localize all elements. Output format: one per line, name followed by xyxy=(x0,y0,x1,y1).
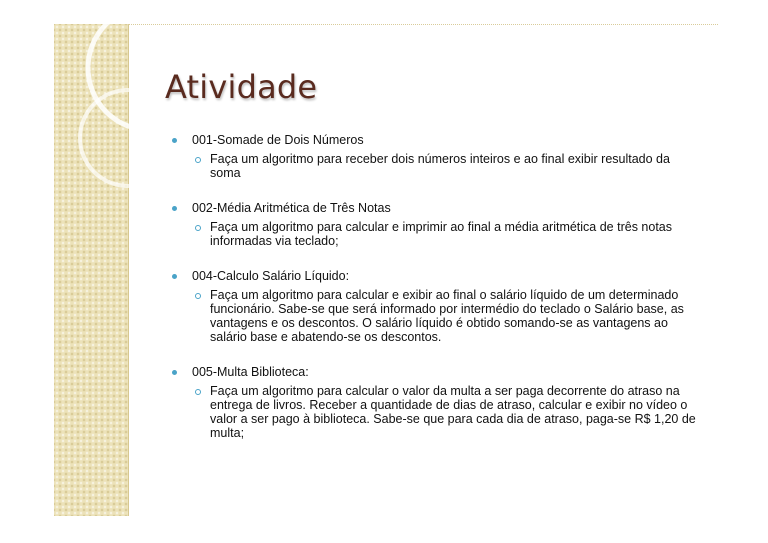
list-item-heading xyxy=(170,269,700,283)
list-item-detail xyxy=(170,152,700,180)
decorative-sidebar xyxy=(54,24,129,516)
detail-text: Faça um algoritmo para calcular e exibir ao final o salário líquido de um determinado funcionário. Sabe-se que será informado por intermédio do teclado o Salário base, as vantagens e os descontos. O salário líquido é obtido somando-se as vantagens ao salário base e abatendo-se os descontos. xyxy=(210,288,684,344)
heading-text: 005-Multa Biblioteca: xyxy=(192,365,309,379)
bullet-icon xyxy=(172,370,177,375)
list-item-detail xyxy=(170,220,700,248)
list-item-detail xyxy=(170,384,700,440)
heading-text: 004-Calculo Salário Líquido: xyxy=(192,269,350,283)
heading-text: 002-Média Aritmética de Três Notas xyxy=(192,201,391,215)
list-item-heading xyxy=(170,201,700,215)
detail-text: Faça um algoritmo para calcular e imprimir ao final a média aritmética de três notas informadas via teclado; xyxy=(210,220,672,248)
list-item xyxy=(170,269,700,344)
top-divider xyxy=(128,24,718,25)
bullet-icon xyxy=(172,138,177,143)
bullet-icon xyxy=(172,274,177,279)
sub-bullet-icon xyxy=(195,225,201,231)
list-item xyxy=(170,133,700,180)
list-item-heading xyxy=(170,133,700,147)
detail-text: Faça um algoritmo para receber dois números inteiros e ao final exibir resultado da soma xyxy=(210,152,670,180)
sub-bullet-icon xyxy=(195,389,201,395)
heading-text: 001-Somade de Dois Números xyxy=(192,133,364,147)
sub-bullet-icon xyxy=(195,293,201,299)
list-item xyxy=(170,201,700,248)
sub-bullet-icon xyxy=(195,157,201,163)
slide-title: Atividade xyxy=(165,68,318,106)
detail-text: Faça um algoritmo para calcular o valor da multa a ser paga decorrente do atraso na entrega de livros. Receber a quantidade de dias de atraso, calcular e exibir no vídeo o valor a ser pago à biblioteca. Sabe-se que para cada dia de atraso, paga-se R$ 1,20 de multa; xyxy=(210,384,696,440)
list-item xyxy=(170,365,700,440)
list-item-heading xyxy=(170,365,700,379)
list-item-detail xyxy=(170,288,700,344)
bullet-icon xyxy=(172,206,177,211)
activity-list xyxy=(170,133,700,440)
